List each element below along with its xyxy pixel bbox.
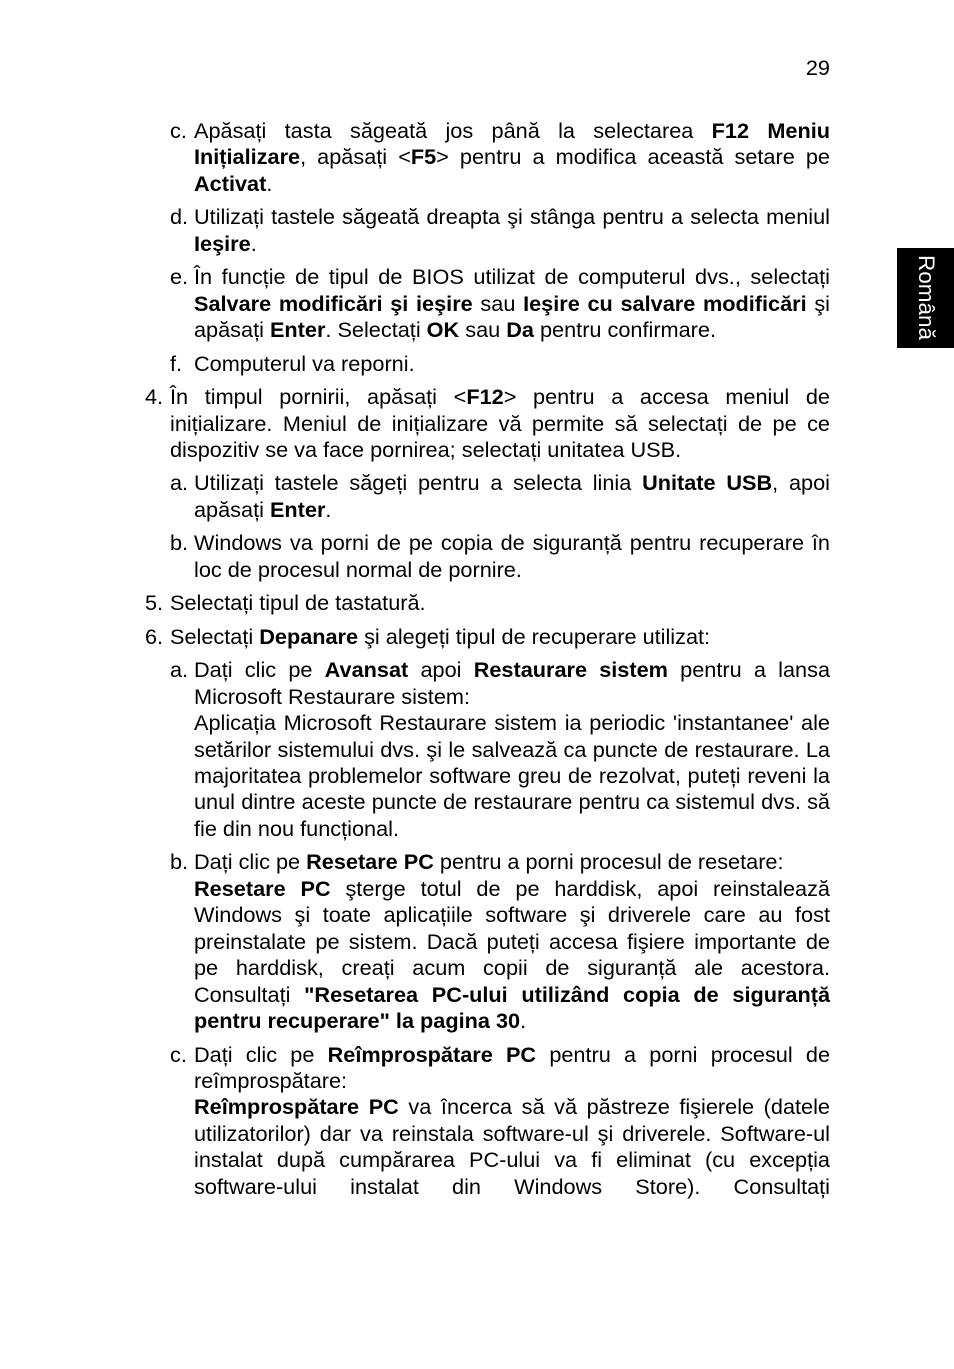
text-run: Aplicația Microsoft Restaurare sistem ia periodic 'instantanee' ale setărilor sistemului dvs. şi le salvează ca puncte de restaurare. La majoritatea problemelor software greu de rezolvat, puteți reveni la unul dintre aceste puncte de restaurare pentru ca sistemul dvs. să fie din nou funcțional. xyxy=(194,710,830,841)
step-5-keyboard xyxy=(145,590,830,616)
substep-c-boot-menu xyxy=(170,118,831,197)
bold-key: F5 xyxy=(410,144,437,170)
bold-key: Enter xyxy=(269,496,326,522)
option-c-refresh-pc xyxy=(170,1041,831,1201)
instructions-body xyxy=(0,118,954,1200)
substep-d-exit-menu xyxy=(170,204,830,257)
bold-key: F12 xyxy=(466,384,504,410)
list-marker: a. xyxy=(170,657,189,683)
text-run: > pentru a accesa meniul de inițializare. Meniul de inițializare vă permite să selectați de pe ce dispozitiv se va face pornirea; selectați unitatea USB. xyxy=(170,384,830,462)
text-run: Dați clic pe xyxy=(194,849,307,875)
text-run: În timpul pornirii, apăsați < xyxy=(170,384,467,410)
bold-term: Resetare PC xyxy=(194,875,331,901)
step-text xyxy=(170,590,830,616)
bold-term: Ieşire cu salvare modificări xyxy=(523,290,807,316)
text-run: , apoi apăsați xyxy=(194,470,830,522)
text-run: Utilizați tastele săgeată dreapta şi stânga pentru a selecta meniul xyxy=(194,204,830,230)
step-text xyxy=(194,351,830,377)
text-run: Apăsați tasta săgeată jos până la selectarea xyxy=(194,118,712,143)
text-run: , apăsați < xyxy=(300,144,411,170)
step-text xyxy=(194,264,830,343)
bold-term: OK xyxy=(426,317,460,343)
text-run: > pentru a modifica această setare pe xyxy=(436,144,830,170)
bold-term: Resetare PC xyxy=(306,849,434,875)
list-marker: a. xyxy=(170,470,189,496)
bold-term: Salvare modificări şi ieşire xyxy=(194,290,473,316)
text-run: Utilizați tastele săgeți pentru a selecta linia xyxy=(194,470,643,496)
step-6-troubleshoot xyxy=(145,623,830,650)
step-text xyxy=(194,657,830,710)
text-run: Dați clic pe xyxy=(194,657,325,683)
list-marker: c. xyxy=(170,118,187,143)
list-marker: c. xyxy=(170,1041,187,1067)
list-marker: b. xyxy=(170,849,189,875)
substep-b-windows-boot xyxy=(170,530,830,583)
step-4-boot-menu xyxy=(145,384,830,463)
text-run: şi apăsați xyxy=(194,290,830,343)
bold-term: Reîmprospătare PC xyxy=(327,1041,537,1067)
bold-term: Ieşire xyxy=(194,230,251,256)
list-marker: d. xyxy=(170,204,189,230)
bold-term: Restaurare sistem xyxy=(473,657,668,683)
bold-term: Activat xyxy=(194,170,267,196)
step-text xyxy=(194,530,830,583)
list-marker: 5. xyxy=(145,590,164,616)
text-run: . xyxy=(266,170,273,196)
text-run: . xyxy=(250,230,257,256)
text-run: sau xyxy=(459,317,507,343)
text-run: şi alegeți tipul de recuperare utilizat: xyxy=(358,623,711,649)
text-run: apoi xyxy=(408,657,474,683)
text-run: şterge totul de pe harddisk, apoi reinstalează Windows şi toate aplicațiile software şi driverele care au fost preinstalate pe sistem. Dacă puteți accesa fişiere importante de pe harddisk, creați acum copii de siguranță ale acestora. Consultați xyxy=(194,875,830,1007)
text-run: . xyxy=(520,1008,527,1034)
bold-term: F12 Meniu Inițializare xyxy=(194,118,831,170)
step-text xyxy=(194,204,830,257)
text-run: va încerca să vă păstreze fişierele (datele utilizatorilor) dar va reinstala software-ul şi driverele. Software-ul instalat după cumpărarea PC-ului va fi eliminat (cu excepția software-ului instalat din Windows Store). Consultați xyxy=(194,1094,830,1199)
substep-a-usb-drive xyxy=(170,470,830,523)
step-text xyxy=(194,118,830,197)
bold-term: Reîmprospătare PC xyxy=(194,1094,399,1120)
cross-reference-link[interactable]: "Resetarea PC-ului utilizând copia de siguranță pentru recuperare" la pagina 30 xyxy=(194,981,831,1034)
bold-term: Depanare xyxy=(259,623,359,649)
text-run: pentru a porni procesul de reîmprospătare: xyxy=(194,1041,831,1093)
substep-e-save-exit xyxy=(170,264,830,343)
bold-key: Enter xyxy=(269,317,326,343)
text-run: pentru confirmare. xyxy=(533,317,716,343)
text-run: Dați clic pe xyxy=(194,1041,328,1067)
option-b-reset-pc xyxy=(170,849,831,1034)
text-run: pentru a lansa Microsoft Restaurare sistem: xyxy=(194,657,831,709)
list-marker: 4. xyxy=(145,384,164,410)
text-run: În funcție de tipul de BIOS utilizat de computerul dvs., selectați xyxy=(194,264,830,290)
bold-term: Da xyxy=(506,317,534,343)
substep-f-restart xyxy=(170,350,830,377)
step-text xyxy=(194,1042,830,1095)
option-description xyxy=(194,1094,830,1200)
side-tab-label: Română xyxy=(913,255,939,341)
text-run: Windows va porni de pe copia de siguranță pentru recuperare în loc de procesul normal de pornire. xyxy=(194,530,830,582)
list-marker: b. xyxy=(170,530,189,556)
option-description xyxy=(194,710,830,842)
text-run: sau xyxy=(472,290,524,316)
list-marker: 6. xyxy=(145,623,164,649)
step-text xyxy=(194,470,830,523)
text-run: pentru a porni procesul de resetare: xyxy=(433,849,784,875)
option-description xyxy=(194,876,830,1035)
text-run: Selectați tipul de tastatură. xyxy=(170,590,426,616)
list-marker: e. xyxy=(170,264,189,290)
page-number: 29 xyxy=(805,55,830,80)
bold-term: Unitate USB xyxy=(642,470,773,496)
option-a-system-restore xyxy=(170,657,831,842)
step-text xyxy=(170,624,830,650)
text-run: Computerul va reporni. xyxy=(194,350,415,376)
text-run: . xyxy=(325,496,332,522)
step-text xyxy=(170,384,830,463)
text-run: . Selectați xyxy=(325,317,427,343)
list-marker: f. xyxy=(170,350,183,376)
bold-term: Avansat xyxy=(324,657,409,683)
text-run: Selectați xyxy=(170,623,260,649)
step-text xyxy=(194,849,830,875)
